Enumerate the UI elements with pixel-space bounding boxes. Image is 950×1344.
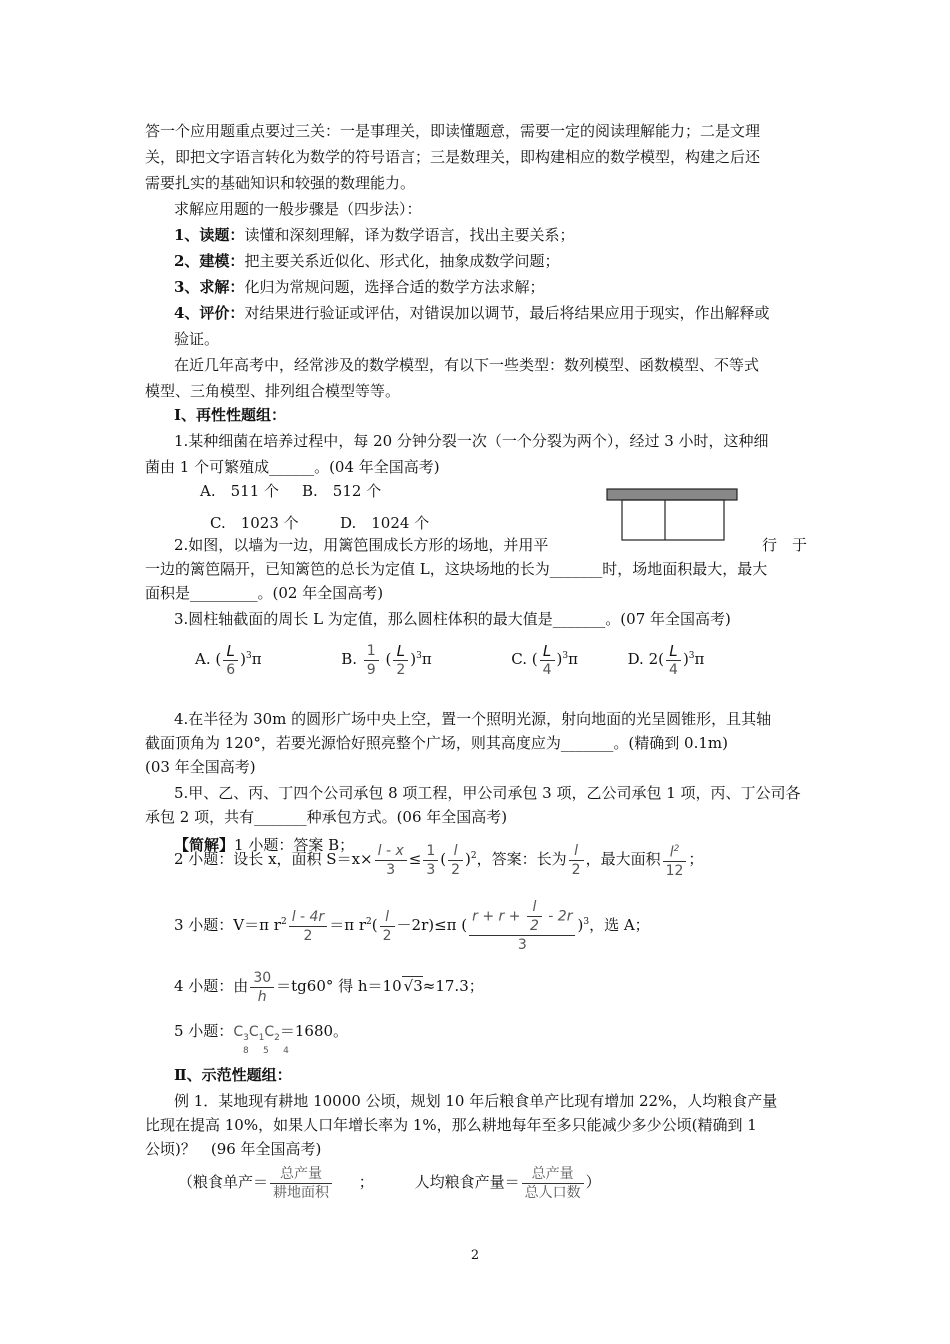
- step-1-label: 1、读题：: [174, 226, 245, 244]
- q3-option-a-label: A.: [195, 650, 211, 668]
- exp: 2: [366, 917, 372, 927]
- intro-line-3: 需要扎实的基础知识和较强的数理能力。: [145, 174, 416, 192]
- num: l: [569, 842, 584, 861]
- intro-line-2: 关，即把文字语言转化为数学的符号语言；三是数理关，即构建相应的数学模型，构建之后还: [145, 148, 761, 166]
- den: 2: [571, 861, 581, 878]
- step-2-label: 2、建模：: [174, 252, 245, 270]
- f-mid: 人均粮食产量＝: [414, 1173, 520, 1191]
- num: 30: [250, 969, 274, 988]
- combination-c1: [248, 1024, 265, 1043]
- exp: 3: [562, 651, 569, 661]
- den: 2: [382, 927, 392, 944]
- paren: ): [682, 650, 689, 668]
- q3-option-c-label: C.: [511, 650, 527, 668]
- s5-end: ＝1680。: [279, 1022, 349, 1040]
- example1-formulas: [178, 1160, 601, 1204]
- f-sep: ；: [358, 1173, 374, 1191]
- f-pre: （粮食单产＝: [178, 1173, 269, 1191]
- example1-line-2: 比现在提高 10%，如果人口年增长率为 1%，那么耕地每年至多只能减少多少公顷(精确到 1: [145, 1116, 757, 1134]
- num: L: [666, 642, 681, 661]
- c: C: [233, 1024, 244, 1040]
- q1-option-d: D. 1024 个: [340, 514, 430, 532]
- den: 6: [226, 661, 236, 678]
- step-2: [174, 250, 559, 272]
- num: l: [527, 898, 542, 917]
- num: 总产量: [270, 1165, 332, 1184]
- s2-frac-4: [569, 842, 584, 879]
- step-4-cont: 验证。: [174, 330, 220, 348]
- q1-line-1: 1.某种细菌在培养过程中，每 20 分钟分裂一次（一个分裂为两个），经过 3 小时，这种细: [174, 432, 769, 450]
- group1-title: Ⅰ、再性性题组：: [174, 406, 287, 424]
- intro-line-1: 答一个应用题重点要过三关：一是事理关，即读懂题意，需要一定的阅读理解能力；二是文理: [145, 122, 761, 140]
- den: 耕地面积: [273, 1184, 330, 1201]
- paren: (: [658, 650, 665, 668]
- paren: ): [240, 650, 247, 668]
- q2-line-1a: 2.如图，以墙为一边，用篱笆围成长方形的场地，并用平: [174, 536, 549, 554]
- s3-frac-2: [380, 908, 395, 945]
- group2-title: Ⅱ、示范性题组：: [174, 1066, 292, 1084]
- q2-line-3: 面积是_________。(02 年全国高考): [145, 584, 384, 602]
- pi: π: [251, 650, 262, 668]
- q3-d-fraction: [666, 642, 681, 679]
- page-number: 2: [470, 1248, 480, 1263]
- lower-2: 5: [263, 1046, 269, 1056]
- paren: (: [215, 650, 222, 668]
- step-3-text: 化归为常规问题，选择合适的数学方法求解；: [244, 278, 545, 296]
- s3-frac-1: [289, 908, 328, 945]
- models-line-1: 在近几年高考中，经常涉及的数学模型，有以下一些类型：数列模型、函数模型、不等式: [174, 356, 760, 374]
- q3-option-b-label: B.: [341, 650, 357, 668]
- lower-1: 8: [243, 1046, 249, 1056]
- s2-frac-1: [375, 842, 407, 879]
- exp: 3: [416, 651, 422, 661]
- sqrt: √3: [403, 977, 423, 995]
- den: 4: [542, 661, 552, 678]
- s3-eq: ＝π r: [329, 916, 367, 934]
- paren: (: [531, 650, 538, 668]
- q4-line-2: 截面顶角为 120°，若要光源恰好照亮整个广场，则其高度应为_______。(精确到 0.1m): [145, 734, 728, 752]
- solution-2: 2 小题：设长 x，面积 S＝x× $\frac{l - x}{3}$ ≤ $\frac{1}{3}$ ( $\frac{l}{2}$ )$^2$，答案：长为 $\frac{l}{2}$ ，最大面积 $\frac{l^2}{12}$ ；: [174, 836, 703, 880]
- q3-a-fraction: [223, 642, 238, 679]
- s2-frac-3: [448, 842, 463, 879]
- num: [663, 840, 687, 863]
- num: 1: [423, 842, 438, 861]
- den: 总人口数: [524, 1184, 581, 1201]
- s3-pre: 3 小题：V＝π r: [174, 916, 281, 934]
- s2-mid2: ，最大面积: [585, 850, 661, 868]
- q2-line-1b: 行 于: [762, 536, 808, 554]
- per-capita-fraction: [522, 1165, 584, 1202]
- s2-end: ；: [688, 850, 704, 868]
- l: l: [669, 844, 674, 861]
- q5-line-2: 承包 2 项，共有_______种承包方式。(06 年全国高考): [145, 808, 508, 826]
- exp: 2: [280, 917, 287, 927]
- solution-1: 1 小题：答案 B；: [234, 836, 355, 854]
- s3-end: ，选 A；: [589, 916, 650, 934]
- den: 9: [366, 661, 376, 678]
- step-4: [174, 302, 769, 324]
- solution-4: [174, 966, 484, 1006]
- s4-pre: 4 小题：由: [174, 977, 249, 995]
- exp: 3: [246, 651, 252, 661]
- den: 3: [426, 861, 436, 878]
- paren: ): [556, 650, 563, 668]
- q2-line-2: 一边的篱笆隔开，已知篱笆的总长为定值 L，这块场地的长为_______时，场地面积最大，最大: [145, 560, 768, 578]
- fence-diagram: [600, 486, 745, 546]
- den: 12: [665, 863, 684, 880]
- s2-mid: ，答案：长为: [476, 850, 567, 868]
- s2-frac-5: [663, 840, 687, 881]
- f-end: ）: [585, 1173, 601, 1191]
- yield-per-area-fraction: [270, 1165, 332, 1202]
- inner-frac: [527, 898, 542, 935]
- q1-line-2: 菌由 1 个可繁殖成______。(04 年全国高考): [145, 458, 440, 476]
- q3-b-coef: [364, 642, 379, 679]
- step-2-text: 把主要关系近似化、形式化，抽象成数学问题；: [244, 252, 560, 270]
- c: C: [264, 1024, 275, 1040]
- den: 4: [669, 661, 678, 678]
- q1-option-a: A. 511 个: [200, 482, 279, 500]
- pi: π: [421, 650, 432, 668]
- num: L: [393, 642, 408, 661]
- step-4-text: 对结果进行验证或评估，对错误加以调节，最后将结果应用于现实，作出解释或: [244, 304, 770, 322]
- den: h: [257, 988, 267, 1005]
- step-3-label: 3、求解：: [174, 278, 245, 296]
- example1-line-1: 例 1．某地现有耕地 10000 公顷，规划 10 年后粮食单产比现有增加 22%，人均粮食产量: [174, 1092, 778, 1110]
- example1-line-3: 公顷)？ (96 年全国高考): [145, 1140, 322, 1158]
- step-4-label: 4、评价：: [174, 304, 245, 322]
- wall: [607, 489, 737, 500]
- step-1: [174, 224, 574, 246]
- num: 1: [364, 642, 379, 661]
- exp: 2: [673, 843, 680, 854]
- s4-frac: [250, 969, 274, 1006]
- q3-line-1: 3.圆柱轴截面的周长 L 为定值，那么圆柱体积的最大值是_______。(07 年全国高考): [174, 610, 731, 628]
- q3-c-fraction: [540, 642, 555, 679]
- s3-frac-3: [469, 898, 575, 954]
- root-value: 3: [413, 977, 423, 995]
- paren: (: [385, 650, 392, 668]
- s2-pre: 2 小题：设长 x，面积 S＝x×: [174, 850, 373, 868]
- q5-line-1: 5.甲、乙、丙、丁四个公司承包 8 项工程，甲公司承包 3 项，乙公司承包 1 项，丙、丁公司各: [174, 784, 801, 802]
- num: l - x: [375, 842, 407, 861]
- num: L: [540, 642, 555, 661]
- upper: 1: [258, 1032, 265, 1043]
- combination-c3: [233, 1024, 249, 1043]
- num: l: [380, 908, 395, 927]
- num: l: [448, 842, 463, 861]
- pi: π: [694, 650, 705, 668]
- num: L: [223, 642, 238, 661]
- c: C: [248, 1024, 259, 1040]
- s5-pre: 5 小题：: [174, 1022, 234, 1040]
- s4-end: ≈17.3；: [422, 977, 484, 995]
- models-line-2: 模型、三角模型、排列组合模型等等。: [145, 382, 401, 400]
- combination-lower-indices: [243, 1040, 289, 1062]
- q3-option-d-label: D.: [627, 650, 644, 668]
- exp: 2: [470, 851, 477, 861]
- den: 2: [396, 661, 406, 678]
- part: - 2r: [543, 908, 573, 925]
- steps-heading: 求解应用题的一般步骤是（四步法）：: [174, 200, 422, 218]
- den: 2: [451, 861, 461, 878]
- exp: 3: [688, 651, 695, 661]
- s4-mid: ＝tg60° 得 h＝10: [276, 977, 402, 995]
- fence-rectangle: [622, 500, 724, 540]
- exp: 3: [583, 917, 590, 927]
- lower-3: 4: [283, 1046, 289, 1056]
- q3-options: [195, 636, 704, 679]
- num: [469, 898, 575, 936]
- num: 总产量: [522, 1165, 584, 1184]
- paren: ): [410, 650, 417, 668]
- s2-frac-2: [423, 842, 438, 879]
- den: 2: [303, 927, 313, 944]
- q4-line-3: (03 年全国高考): [145, 758, 256, 776]
- den: 3: [386, 861, 396, 878]
- le: ≤: [408, 850, 422, 868]
- s3-tail: －2r)≤π (: [396, 916, 468, 934]
- q1-option-c: C. 1023 个: [210, 514, 299, 532]
- step-3: [174, 276, 544, 298]
- combination-c2: [264, 1024, 280, 1043]
- part: r + r +: [472, 908, 525, 925]
- den: 2: [529, 918, 539, 934]
- solution-3: 3 小题：V＝π $r^2$ $\frac{l - 4r}{2}$ ＝π $r^2$( $\frac{l}{2}$ －2r)≤π ( r + r + $\frac{l}{2}$ - 2r 3 )$^3$，选 A；: [174, 899, 650, 953]
- num: l - 4r: [289, 908, 328, 927]
- q1-option-b: B. 512 个: [302, 482, 382, 500]
- q3-d-coef: 2: [648, 650, 659, 668]
- q3-b-fraction: [393, 642, 408, 679]
- pi: π: [568, 650, 578, 668]
- solution-heading-label: 【简解】: [174, 836, 235, 854]
- upper: 2: [274, 1032, 280, 1043]
- q4-line-1: 4.在半径为 30m 的圆形广场中央上空，置一个照明光源，射向地面的光呈圆锥形，且其轴: [174, 710, 772, 728]
- upper: 3: [243, 1032, 249, 1043]
- step-1-text: 读懂和深刻理解，译为数学语言，找出主要关系；: [244, 226, 575, 244]
- den: 3: [517, 937, 527, 953]
